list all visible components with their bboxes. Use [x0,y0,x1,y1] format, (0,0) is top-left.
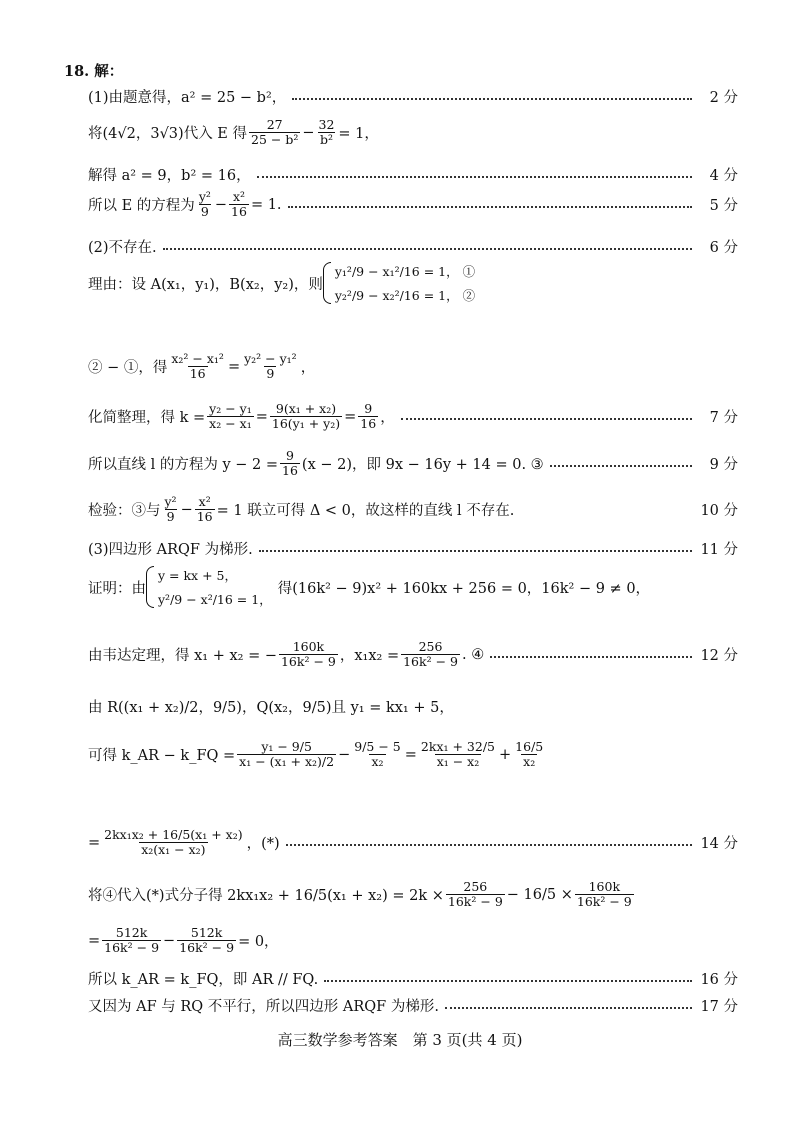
line-text: 由 R((x₁ + x₂)/2，9/5)，Q(x₂，9/5)且 y₁ = kx₁ + 5， [88,700,454,716]
answer-line: 将④代入(*)式分子得 2kx₁x₂ + 16/5(x₁ + x₂) = 2k × $\frac{256}{\text{16k² − 9}}$ − 16/5 × $\frac{160k}{\text{16k² − 9}}$ [88,879,632,910]
page-footer: 高三数学参考答案 第 3 页(共 4 页) [277,1031,523,1049]
score: 12 分 [700,648,738,665]
fraction: $\frac{512k}{\text{16k² − 9}}$ [179,925,235,956]
answer-line: 所以直线 l 的方程为 y − 2 = $\frac{9}{16}$ (x − 2)，即 9x − 16y + 14 = 0. ③ 9 分 [88,448,738,479]
line-text: (1)由题意得，a² = 25 − b²， [88,90,287,106]
fraction: $\frac{\text{2kx₁x₂ + 16/5(x₁ + x₂)}}{\text{x₂(x₁ − x₂)}}$ [104,827,243,858]
fraction: $\frac{9}{16}$ [360,401,377,432]
brace [146,566,154,608]
fraction: $\frac{\text{9(x₁ + x₂)}}{\text{16(y₁ + y₂)}}$ [271,401,341,432]
answer-line [88,236,738,257]
fraction: $\frac{160k}{\text{16k² − 9}}$ [576,879,632,910]
line-text: 理由：设 A(x₁，y₁)，B(x₂，y₂)，则 [88,276,323,293]
equation-system [146,566,272,608]
score: 10 分 [700,503,738,520]
fraction: $\frac{160k}{\text{16k² − 9}}$ [280,639,336,670]
dot-leader [401,418,692,420]
answer-line: 由韦达定理，得 x₁ + x₂ = − $\frac{160k}{\text{16k² − 9}}$ ，x₁x₂ = $\frac{256}{\text{16k² − 9}}$ . ④ 12 分 [88,639,738,670]
line-text: 所以直线 l 的方程为 y − 2 = [88,457,279,474]
problem-label: 18. 解： [64,63,124,80]
line-text: 得(16k² − 9)x² + 160kx + 256 = 0，16k² − 9 ≠ 0， [277,580,651,597]
line-text: = [88,932,101,949]
brace [323,262,331,304]
fraction: $\frac{512k}{\text{16k² − 9}}$ [104,925,160,956]
fraction: $\frac{\text{y²}}{9}$ [198,189,211,220]
dot-leader [257,176,692,178]
score: 2 分 [709,90,738,106]
line-text: 所以 k_AR = k_FQ，即 AR // FQ. [88,972,319,988]
score: 7 分 [709,410,738,427]
dot-leader [259,550,692,552]
answer-line: = $\frac{\text{2kx₁x₂ + 16/5(x₁ + x₂)}}{\text{x₂(x₁ − x₂)}}$ ，(*) 14 分 [88,827,738,858]
line-text: 将(4√2，3√3)代入 E 得 [88,126,247,143]
dot-leader [490,656,692,658]
line-text: 化简整理，得 k = [88,410,206,427]
fraction: $\frac{256}{\text{16k² − 9}}$ [403,639,458,670]
score: 11 分 [700,542,738,558]
score: 17 分 [700,999,738,1015]
score: 16 分 [700,972,738,988]
answer-line: 检验：③与 $\frac{\text{y²}}{9}$ − $\frac{\text{x²}}{16}$ = 1 联立可得 Δ < 0，故这样的直线 l 不存在. 10 分 [88,494,738,525]
line-text: 所以 E 的方程为 [88,198,195,215]
answer-line [88,696,738,717]
fraction: $\frac{16/5}{\text{x₂}}$ [515,739,544,770]
fraction: $\frac{\text{x²}}{16}$ [231,189,247,220]
dot-leader [550,465,692,467]
fraction: $\frac{\text{x₂² − x₁²}}{16}$ [171,351,224,382]
line-text: 可得 k_AR − k_FQ = [88,748,236,765]
fraction: $\frac{\text{y₂² − y₁²}}{9}$ [244,351,297,382]
answer-line [88,86,738,107]
dot-leader [286,844,692,846]
equation-system [323,262,475,304]
score: 5 分 [709,198,738,215]
fraction: $\frac{256}{\text{16k² − 9}}$ [447,879,503,910]
fraction: $\frac{\text{2kx₁ + 32/5}}{\text{x₁ − x₂}}$ [420,739,496,770]
dot-leader [292,98,692,100]
answer-line: 可得 k_AR − k_FQ = $\frac{\text{y₁ − 9/5}}{\text{x₁ − (x₁ + x₂)/2}}$ − $\frac{9/5 - 5}{\text{x₂}}$ = $\frac{\text{2kx₁ + 32/5}}{\text{x₁ − x₂}}$ + $\frac{16/5}{\text{x₂}}$ [88,739,544,770]
fraction: $\frac{\text{x²}}{16}$ [196,494,213,525]
dot-leader [324,980,692,982]
answer-line [88,968,738,989]
score: 6 分 [709,240,738,256]
score: 4 分 [709,168,738,184]
fraction: $\frac{9}{16}$ [282,448,298,479]
dot-leader [445,1007,692,1009]
fraction: $\frac{\text{y₂ − y₁}}{\text{x₂ − x₁}}$ [209,401,252,432]
line-text: (2)不存在. [88,240,157,256]
dot-leader [163,248,692,250]
answer-line [88,164,738,185]
answer-line: 化简整理，得 k = $\frac{\text{y₂ − y₁}}{\text{x₂ − x₁}}$ = $\frac{\text{9(x₁ + x₂)}}{\text{16(y₁ + y₂)}}$ = $\frac{9}{16}$ ， 7 分 [88,401,738,432]
line-text: = [88,834,101,851]
answer-line: 将(4√2，3√3)代入 E 得 $\frac{27}{\text{25 − b²}}$ − $\frac{32}{\text{b²}}$ = 1， [88,117,379,148]
line-text: 检验：③与 [88,503,161,520]
system-row: y²/9 − x²/16 = 1， [158,592,272,607]
answer-line: = $\frac{512k}{\text{16k² − 9}}$ − $\frac{512k}{\text{16k² − 9}}$ = 0， [88,925,279,956]
answer-line [88,566,738,608]
fraction: $\frac{32}{\text{b²}}$ [318,117,335,148]
line-text: 又因为 AF 与 RQ 不平行，所以四边形 ARQF 为梯形. [88,999,439,1015]
fraction: $\frac{9/5 - 5}{\text{x₂}}$ [354,739,401,770]
dot-leader [288,206,692,208]
system-row: y₂²/9 − x₂²/16 = 1， ② [334,288,476,303]
answer-line [88,262,738,304]
answer-line [88,995,738,1016]
line-text: 将④代入(*)式分子得 2kx₁x₂ + 16/5(x₁ + x₂) = 2k × [88,888,444,905]
fraction: $\frac{27}{\text{25 − b²}}$ [251,117,299,148]
score: 14 分 [700,836,738,853]
system-row: y₁²/9 − x₁²/16 = 1， ① [334,264,476,279]
fraction: $\frac{\text{y₁ − 9/5}}{\text{x₁ − (x₁ + x₂)/2}}$ [239,739,335,770]
line-text: (3)四边形 ARQF 为梯形. [88,542,253,558]
line-text: ② − ①，得 [88,360,168,377]
line-text: 解得 a² = 9，b² = 16， [88,168,251,184]
line-text: 由韦达定理，得 x₁ + x₂ = − [88,648,277,665]
line-text: 证明：由 [88,580,146,597]
system-row: y = kx + 5， [158,568,237,583]
fraction: $\frac{\text{y²}}{9}$ [164,494,177,525]
answer-line [88,538,738,559]
answer-line: 所以 E 的方程为 $\frac{\text{y²}}{9}$ − $\frac{\text{x²}}{16}$ = 1. 5 分 [88,189,738,220]
answer-line: ② − ①，得 $\frac{\text{x₂² − x₁²}}{16}$ = $\frac{\text{y₂² − y₁²}}{9}$ ， [88,351,316,382]
score: 9 分 [709,457,738,474]
